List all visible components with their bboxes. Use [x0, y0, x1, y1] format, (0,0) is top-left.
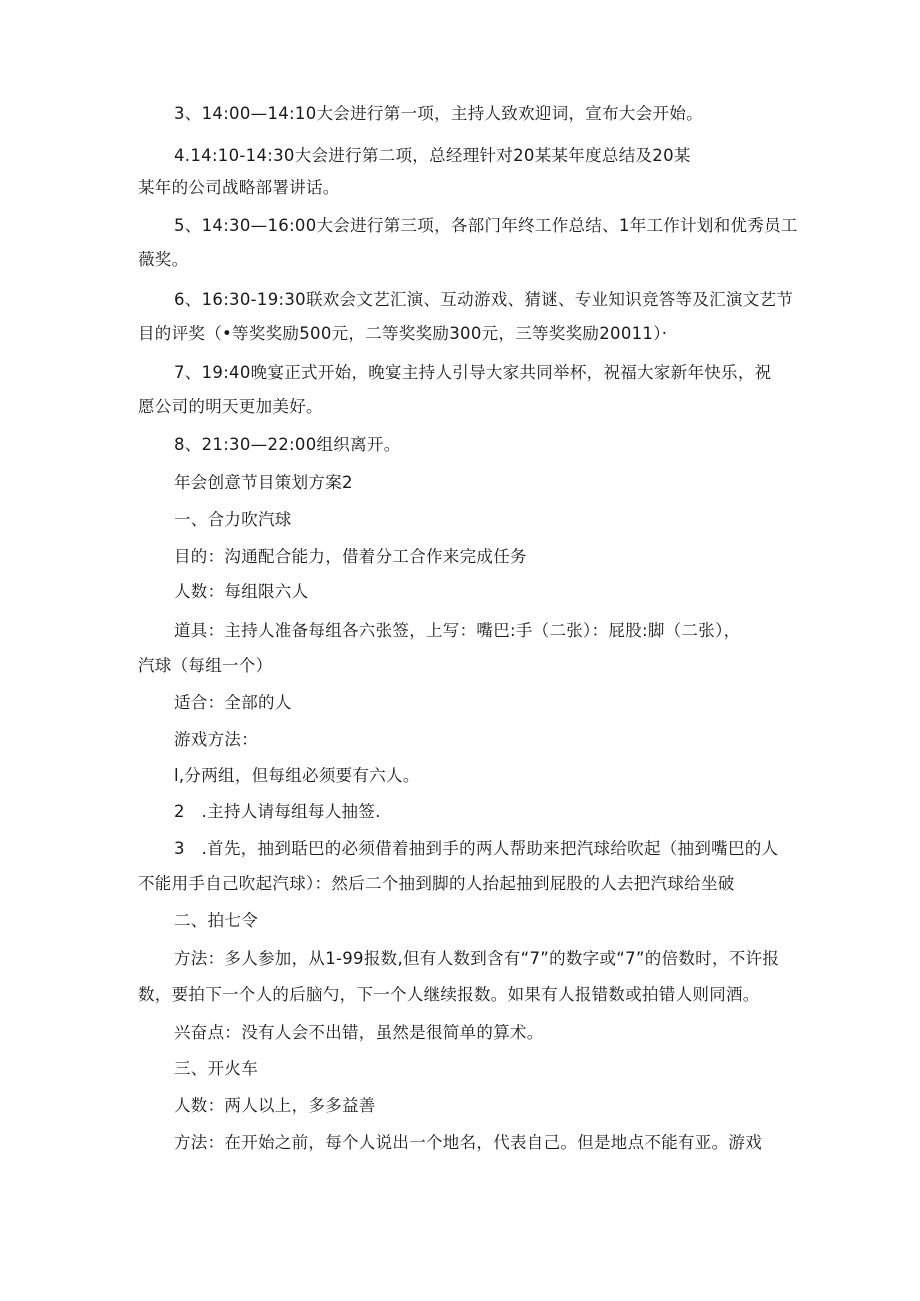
text-line-item-5-cont: 薇奖。 [138, 250, 189, 269]
heading-game-1: 一、合力吹汽球 [174, 510, 292, 529]
text-line-item-6: 6、16:30-19:30联欢会文艺汇演、互动游戏、猜谜、专业知识竞答等及汇演文艺节 [174, 290, 794, 309]
text-line-props: 道具：主持人准备每组各六张签，上写：嘴巴:手（二张）：屁股:脚（二张）， [174, 621, 741, 640]
text-line-step-2: 2 .主持人请每组每人抽签. [174, 802, 381, 821]
text-line-method-2: 方法：多人参加，从1-99报数,但有人数到含有“7”的数字或“7”的倍数时，不许报 [174, 949, 780, 968]
text-line-step-3: 3 .首先，抽到聒巴的必须借着抽到手的两人帮助来把汽球给吹起（抽到嘴巴的人 [174, 839, 779, 858]
text-line-people-3: 人数：两人以上，多多益善 [174, 1096, 376, 1115]
text-line-item-7-cont: 愿公司的明天更加美好。 [138, 397, 323, 416]
text-line-excitement: 兴奋点：没有人会不出错，虽然是很简单的算术。 [174, 1023, 544, 1042]
text-line-item-6-cont: 目的评奖（•等奖奖励500元，二等奖奖励300元，三等奖奖励20011）· [138, 324, 668, 343]
text-line-step-3-cont: 不能用手自己吹起汽球）：然后二个抽到脚的人抬起抽到屁股的人去把汽球给坐破 [138, 874, 735, 893]
text-line-step-1: l,分两组，但每组必须要有六人。 [174, 766, 420, 785]
text-line-props-cont: 汽球（每组一个） [138, 656, 273, 675]
text-line-suitable: 适合：全部的人 [174, 693, 292, 712]
section-title: 年会创意节目策划方案2 [174, 473, 353, 492]
text-line-item-4: 4.14:10-14:30大会进行第二项，总经理针对20某某年度总结及20某 [174, 146, 691, 165]
text-line-method-label: 游戏方法： [174, 730, 258, 749]
heading-game-3: 三、开火车 [174, 1059, 258, 1078]
text-line-item-4-cont: 某年的公司战略部署讲话。 [138, 178, 340, 197]
text-line-item-7: 7、19:40晚宴正式开始，晚宴主持人引导大家共同举杯，祝福大家新年快乐，祝 [174, 363, 772, 382]
text-line-method-2-cont: 数，要拍下一个人的后脑勺，下一个人继续报数。如果有人报错数或拍错人则同酒。 [138, 985, 760, 1004]
heading-game-2: 二、拍七令 [174, 911, 258, 930]
text-line-method-3: 方法：在开始之前，每个人说出一个地名，代表自己。但是地点不能有亚。游戏 [174, 1133, 762, 1152]
text-line-item-8: 8、21:30—22:00组织离开。 [174, 435, 401, 454]
text-line-purpose: 目的：沟通配合能力，借着分工合作来完成任务 [174, 547, 527, 566]
text-line-people: 人数：每组限六人 [174, 582, 309, 601]
text-line-item-3: 3、14:00—14:10大会进行第一项，主持人致欢迎词，宣布大会开始。 [174, 104, 703, 123]
text-line-item-5: 5、14:30—16:00大会进行第三项，各部门年终工作总结、1年工作计划和优秀员工 [174, 216, 798, 235]
